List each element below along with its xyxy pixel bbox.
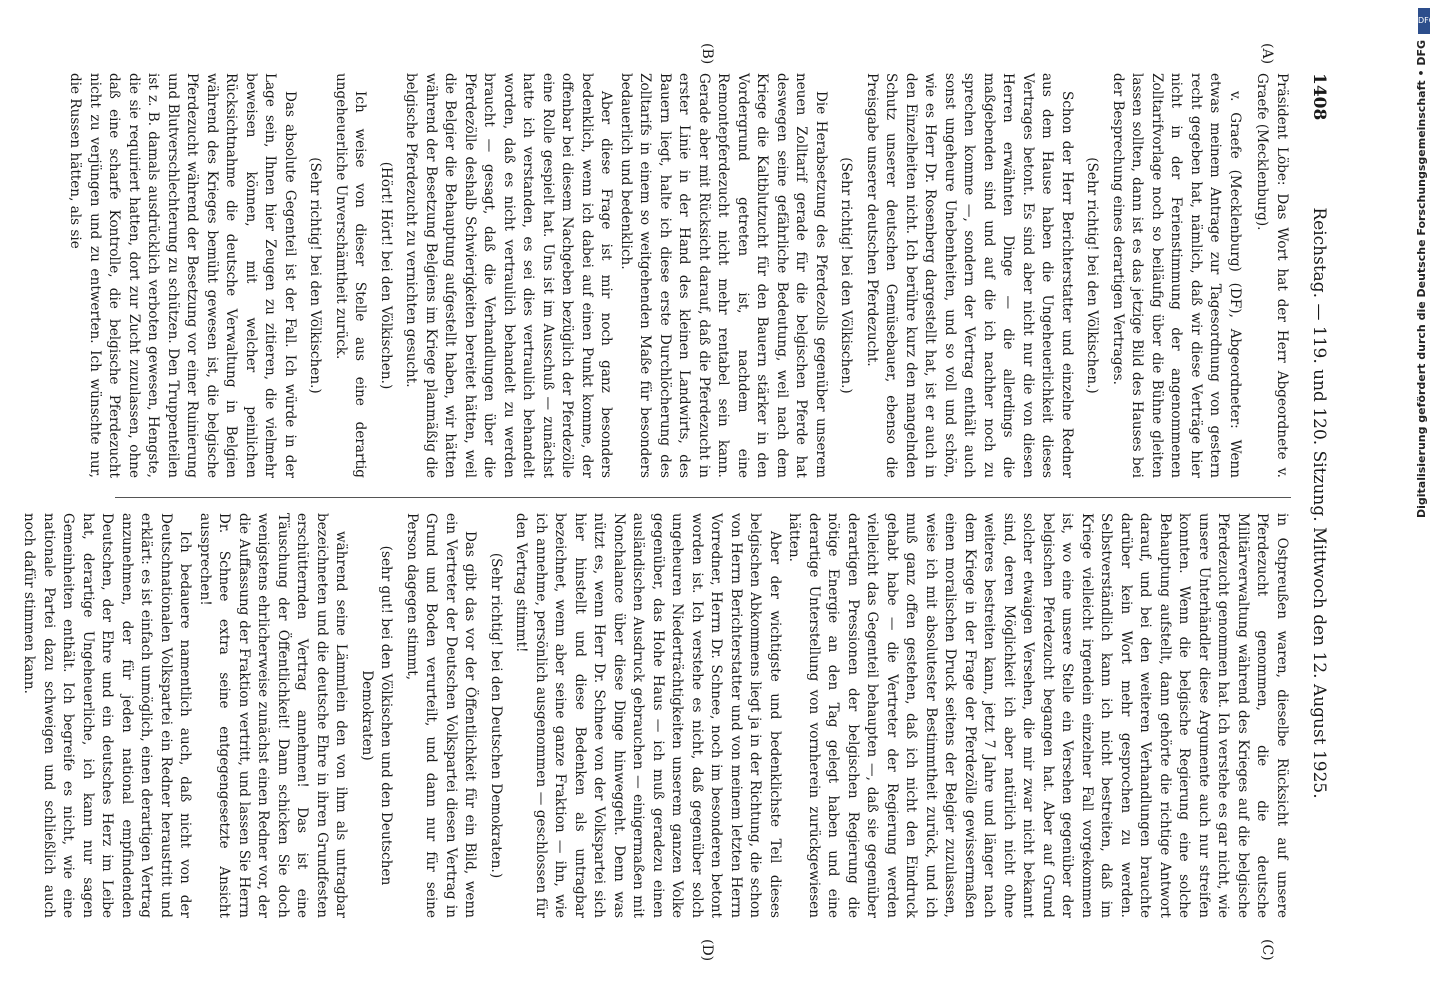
- interjection: (sehr gut! bei den Völkischen und den Deutschen Demokraten): [359, 545, 395, 886]
- left-column: [67, 73, 1291, 478]
- paragraph: v. Graefe (Mecklenburg) (DF), Abgeordneter: Wenn etwas meinem Antrage zur Tagesordnung von gestern recht gegeben hat, nämlich, daß wir diese Verträge hier nicht in der Ferienstimmung der angenommenen Zolltarifvorlage noch so beiläufig über die Bühne gleiten lassen sollten, dann ist es das jetzige Bild des Hauses bei der Besprechung eines derartigen Vertrages.: [1110, 73, 1243, 478]
- paragraph: Das absolute Gegenteil ist der Fall. Ich würde in der Lage sein, Ihnen hier Zeugen zu zitieren, die vielmehr beweisen können, mit welcher peinlichen Rücksichtnahme die deutsche Verwaltung in Belgien während des Krieges bemüht gewesen ist, die belgische Pferdezucht während der Besetzung vor einer Ruinierung und Blutverschlechterung zu schützen. Den Truppenteilen ist z. B. damals ausdrücklich verboten gewesen, Hengste, die sie requiriert hatten, dort zur Zucht zuzulassen, ohne daß eine scharfe Kontrolle, die belgische Pferdezucht nicht zu verjüngen und zu entwerten. Ich wünschte nur, die Russen hätten, als sie: [67, 73, 298, 478]
- paragraph: Die Herabsetzung des Pferdezolls gegenüber unserem neuen Zolltarif gerade für die belgischen Pferde hat deswegen seine gefährliche Bedeutung, weil nach dem Kriege die Kaltblutzucht für den Bauern stärker in den Vordergrund getreten ist, nachdem eine Remontepferdezucht nicht mehr rentabel sein kann. Gerade aber mit Rücksicht darauf, daß die Pferdezucht in erster Linie in der Hand des kleinen Landwirts, des Bauern liegt, halte ich diese erste Durchlöcherung des Zolltarifs in einem so weitgehenden Maße für besonders bedauerlich und bedenklich.: [618, 73, 829, 478]
- paragraph: Aber diese Frage ist mir noch ganz besonders bedenklich, wenn ich dabei auf einen Punkt komme, der offenbar bei diesem Nachgeben bezüglich der Pferdezölle eine Rolle gespielt hat. Uns ist im Ausschuß — zunächst hatte ich verstanden, es sei dies vertraulich behandelt worden, daß es nicht vertraulich behandelt zu werden braucht — gesagt, daß die Verhandlungen über die Pferdezölle deshalb Schwierigkeiten bereitet hätten, weil die Belgier die Behauptung aufgestellt haben, wir hätten während der Besetzung Belgiens im Kriege planmäßig die belgische Pferdezucht zu vernichten gesucht.: [403, 73, 615, 478]
- interjection: (Hört! Hört! bei den Völkischen.): [378, 161, 394, 390]
- paragraph: Präsident Löbe: Das Wort hat der Herr Abgeordnete v. Graefe (Mecklenburg).: [1254, 73, 1290, 478]
- paragraph: Ich bedauere namentlich auch, daß nicht von der Deutschnationalen Volkspartei ein Redner heraustritt und erklärt: es ist einfach unmöglich, einen derartigen Vertrag anzunehmen, der für jeden national empfindenden Deutschen, der Ehre und ein deutsches Herz im Leibe hat, derartige Ungeheuerliche, ich kann nur sagen Gemeinheiten enthält. Ich begreife es nicht, wie eine nationale Partei dazu schweigen und schließlich auch noch dafür stimmen kann.: [21, 513, 194, 918]
- paragraph: in Ostpreußen waren, dieselbe Rücksicht auf unsere Pferdezucht genommen, die die deutsche Militärverwaltung während des Krieges auf die belgische Pferdezucht genommen hat. Ich verstehe es gar nicht, wie unsere Unterhändler diese Argumente auch nur streifen konnten. Wenn die belgische Regierung eine solche Behauptung aufstellt, dann gehörte die richtige Antwort darauf, und bei den weiteren Verhandlungen brauchte darüber kein Wort mehr gesprochen zu werden. Selbstverständlich kann ich nicht bestreiten, daß im Kriege vielleicht irgendein einzelner Fall vorgekommen ist, wo eine unsere Stelle ein Versehen gegenüber der belgischen Pferdezucht begangen hat. Aber auf Grund solcher etwaigen Versehen, die mir zwar nicht bekannt sind, deren Möglichkeit ich aber natürlich nicht ohne weiteres bestreiten kann, jetzt 7 Jahre und länger nach dem Kriege in der Frage der Pferdezölle gewissermaßen einen moralischen Druck seitens der Belgier zuzulassen, weise ich mit absolutester Bestimmtheit zurück, und ich muß ganz offen gestehen, daß ich nicht den Eindruck gehabt habe — die Vertreter der Regierung werden vielleicht das Gegenteil behaupten —, daß sie gegenüber derartigen Pressionen der belgischen Regierung die nötige Energie an den Tag gelegt haben und eine derartige Unterstellung von vornherein zurückgewiesen hätten.: [786, 513, 1290, 918]
- page-number: 1408: [1309, 73, 1329, 121]
- dfg-logo: DFG: [1418, 8, 1430, 34]
- paragraph: Ich weise von dieser Stelle aus eine derartig ungeheuerliche Unverschämtheit zurück.: [333, 73, 369, 478]
- interjection: (Sehr richtig! bei den Völkischen.): [838, 157, 855, 394]
- rotated-document-page: [21, 43, 1335, 962]
- margin-mark-b: (B): [699, 43, 715, 65]
- interjection: (Sehr richtig! bei den Völkischen.): [1084, 157, 1101, 394]
- page-header: [1301, 73, 1335, 933]
- column-divider: [115, 497, 1291, 498]
- funding-notice: Digitalisierung gefördert durch die Deutsche Forschungsgemeinschaft • DFG: [1415, 40, 1428, 519]
- margin-mark-a: (A): [1259, 43, 1275, 65]
- paragraph: Schon der Herr Berichterstatter und einzelne Redner aus dem Hause haben die Ungeheuerlichkeit dieses Vertrages betont. Es sind aber nicht nur die von diesen Herren erwähnten Dinge — die allerdings die maßgebenden sind und auf die ich nachher noch zu sprechen komme —, sondern der Vertrag enthält auch sonst ungeheure Unebenheiten, und so voll und schön, wie es Herr Dr. Rosenberg dargestellt hat, ist er auch in den Einzelheiten nicht. Ich berühre kurz den mangelnden Schutz unserer deutschen Gemüsebauer, ebenso die Preisgabe unserer deutschen Pferdezucht.: [864, 73, 1075, 478]
- right-column: [21, 513, 1291, 918]
- interjection: (Sehr richtig! bei den Völkischen.): [307, 157, 324, 394]
- interjection: (Sehr richtig! bei den Deutschen Demokraten.): [488, 552, 504, 879]
- paragraph: Aber der wichtigste und bedenklichste Teil dieses belgischen Abkommens liegt ja in der Richtung, die schon von Herrn Berichterstatter und von meinem letzten Herrn Vorredner, Herrn Dr. Schnee, noch im besonderen betont worden ist. Ich verstehe es nicht, daß gegenüber solch ungeheuren Niederträchtigkeiten unserem ganzen Volke gegenüber, das Hohe Haus — ich muß geradezu einen ausländischen Ausdruck gebrauchen — einigermaßen mit Nonchalance über diese Dinge hinweggeht. Denn was nützt es, wenn Herr Dr. Schnee von der Volkspartei sich hier hinstellt und diese Bedenken als untragbar bezeichnet, wenn aber seine ganze Fraktion — ihn, wie ich annehme, persönlich ausgenommen — geschlossen für den Vertrag stimmt!: [513, 513, 783, 918]
- paragraph: während seine Lämmlein den von ihm als untragbar bezeichneten und die deutsche Ehre in ihren Grundfesten erschütternden Vertrag annehmen! Das ist eine Täuschung der Öffentlichkeit! Dann schicken Sie doch wenigstens ehrlicherweise zunächst einen Redner vor, der die Auffassung der Fraktion vertritt, und lassen Sie Herrn Dr. Schnee extra seine entgegengesetzte Ansicht aussprechen!: [197, 513, 350, 918]
- page-header-title: Reichstag. — 119. und 120. Sitzung. Mittwoch den 12. August 1925.: [1309, 207, 1329, 799]
- paragraph: Das gibt das vor der Öffentlichkeit für ein Bild, wenn ein Vertreter der Deutschen Volkspartei diesen Vertrag in Grund und Boden verurteilt, und dann nur für seine Person dagegen stimmt,: [404, 513, 479, 918]
- margin-mark-c: (C): [1259, 939, 1275, 961]
- margin-mark-d: (D): [699, 939, 715, 962]
